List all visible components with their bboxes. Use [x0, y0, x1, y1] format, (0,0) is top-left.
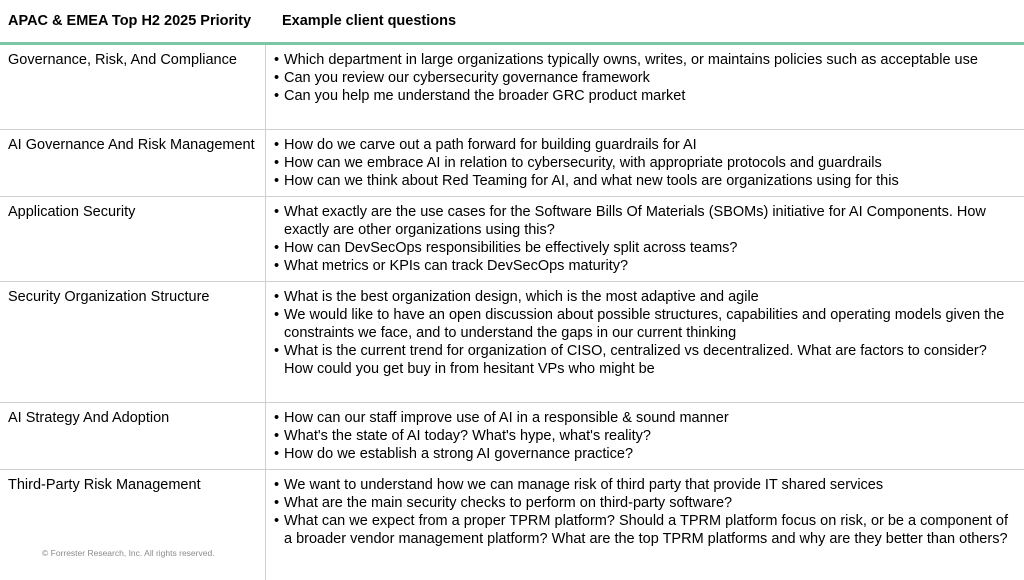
question-item: • What is the best organization design, which is the most adaptive and agile [274, 288, 1016, 306]
row-questions [266, 197, 1024, 281]
row-topic: AI Governance And Risk Management [0, 130, 266, 196]
table-row [0, 282, 1024, 403]
question-item: • Can you review our cybersecurity governance framework [274, 69, 1016, 87]
question-item: • How can we embrace AI in relation to cybersecurity, with appropriate protocols and guardrails [274, 154, 1016, 172]
question-item: • Can you help me understand the broader GRC product market [274, 87, 1016, 105]
question-item: • How can DevSecOps responsibilities be effectively split across teams? [274, 239, 1016, 257]
row-topic: AI Strategy And Adoption [0, 403, 266, 469]
question-item: • We would like to have an open discussion about possible structures, capabilities and operating models given the constraints we face, and to understand the gaps in our current thinking [274, 306, 1016, 342]
question-item: • What exactly are the use cases for the Software Bills Of Materials (SBOMs) initiative for AI Components. How exactly are other organizations using this? [274, 203, 1016, 239]
question-item: • How can our staff improve use of AI in a responsible & sound manner [274, 409, 1016, 427]
table-row [0, 403, 1024, 470]
row-topic: Third-Party Risk Management [0, 470, 266, 580]
row-questions [266, 282, 1024, 402]
question-item: • What metrics or KPIs can track DevSecOps maturity? [274, 257, 1016, 275]
row-questions [266, 470, 1024, 580]
question-item: • What's the state of AI today? What's hype, what's reality? [274, 427, 1016, 445]
row-questions [266, 403, 1024, 469]
row-questions [266, 130, 1024, 196]
question-item: • What are the main security checks to perform on third-party software? [274, 494, 1016, 512]
row-topic: Security Organization Structure [0, 282, 266, 402]
table-row [0, 470, 1024, 580]
table-row [0, 130, 1024, 197]
question-item: • We want to understand how we can manage risk of third party that provide IT shared services [274, 476, 1016, 494]
copyright-footer: © Forrester Research, Inc. All rights reserved. [42, 548, 215, 558]
table-row [0, 197, 1024, 282]
header-questions: Example client questions [282, 13, 457, 29]
question-item: • How do we establish a strong AI governance practice? [274, 445, 1016, 463]
table-row [0, 45, 1024, 130]
question-item: • Which department in large organizations typically owns, writes, or maintains policies such as acceptable use [274, 51, 1016, 69]
row-questions [266, 45, 1024, 129]
question-item: • How do we carve out a path forward for building guardrails for AI [274, 136, 1016, 154]
question-item: • What is the current trend for organization of CISO, centralized vs decentralized. What are factors to consider? How could you get buy in from hesitant VPs who might be [274, 342, 1016, 378]
table-header [0, 0, 1024, 45]
header-priority: APAC & EMEA Top H2 2025 Priority [8, 13, 252, 29]
row-topic: Application Security [0, 197, 266, 281]
row-topic: Governance, Risk, And Compliance [0, 45, 266, 129]
question-item: • How can we think about Red Teaming for AI, and what new tools are organizations using for this [274, 172, 1016, 190]
question-item: • What can we expect from a proper TPRM platform? Should a TPRM platform focus on risk, or be a component of a broader vendor management platform? What are the top TPRM platforms and why are they better than others? [274, 512, 1016, 548]
